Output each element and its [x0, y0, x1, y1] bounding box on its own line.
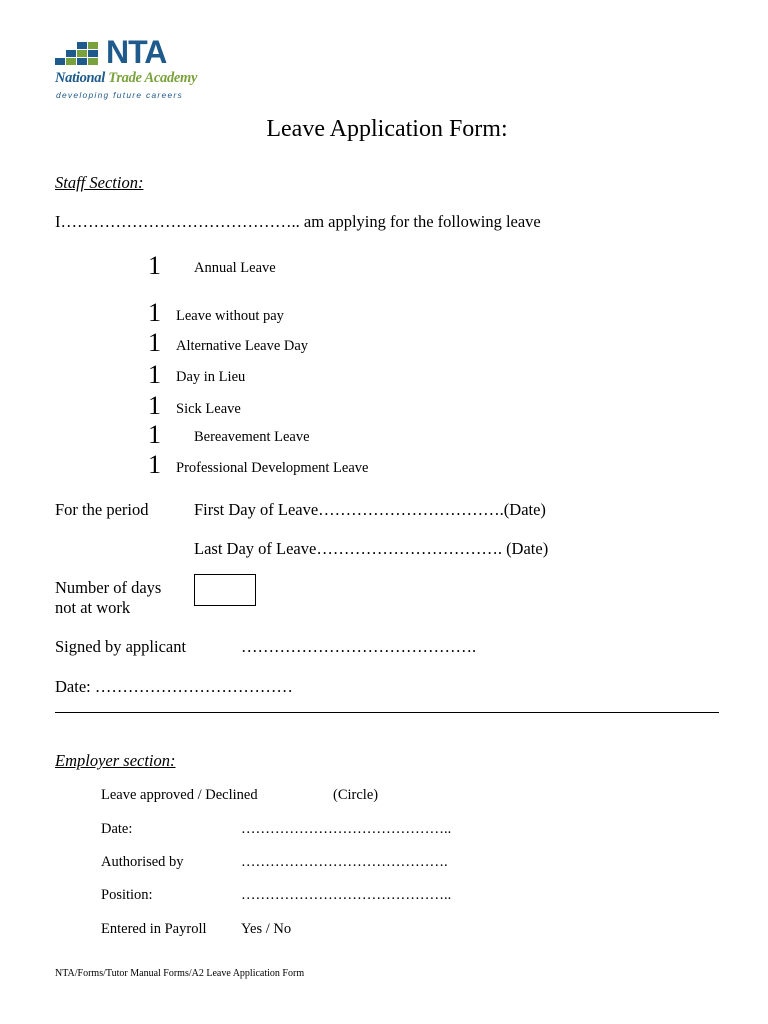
position-field[interactable]: ……………………………………..	[241, 887, 452, 903]
option-professional-development-leave: Professional Development Leave	[176, 460, 369, 476]
option-annual-leave: Annual Leave	[194, 260, 276, 276]
checkbox-day-in-lieu[interactable]: 1	[148, 360, 161, 389]
signature-field[interactable]: …………………………………….	[241, 637, 477, 656]
section-divider	[55, 712, 719, 713]
logo-tagline: developing future careers	[56, 90, 184, 100]
first-day-field[interactable]: First Day of Leave…………………………….(Date)	[194, 500, 546, 519]
last-day-field[interactable]: Last Day of Leave……………………………. (Date)	[194, 539, 549, 558]
staircase-logo-icon	[55, 40, 105, 66]
days-label-line2: not at work	[55, 598, 131, 617]
option-alternative-leave-day: Alternative Leave Day	[176, 338, 309, 354]
logo-name	[55, 70, 197, 87]
option-bereavement-leave: Bereavement Leave	[194, 429, 310, 445]
approved-declined-label[interactable]: Leave approved / Declined	[101, 787, 258, 803]
period-label: For the period	[55, 500, 149, 519]
checkbox-professional-development-leave[interactable]: 1	[148, 450, 161, 479]
entered-in-payroll-label: Entered in Payroll	[101, 921, 207, 937]
form-title: Leave Application Form:	[266, 116, 508, 142]
days-label-line1: Number of days	[55, 578, 162, 597]
employer-date-label: Date:	[101, 821, 133, 837]
employer-date-field[interactable]: ……………………………………..	[241, 821, 452, 837]
authorised-by-field[interactable]: …………………………………….	[241, 854, 448, 870]
days-not-at-work-input[interactable]	[194, 574, 256, 606]
checkbox-bereavement-leave[interactable]: 1	[148, 420, 161, 449]
applicant-date-field[interactable]: Date: ………………………………	[55, 677, 293, 696]
applicant-intro-line[interactable]: I…………………………………….. am applying for the following leave	[55, 212, 541, 231]
checkbox-leave-without-pay[interactable]: 1	[148, 298, 161, 327]
signed-label: Signed by applicant	[55, 637, 187, 656]
checkbox-annual-leave[interactable]: 1	[148, 251, 161, 280]
authorised-by-label: Authorised by	[101, 854, 184, 870]
nta-logo	[55, 34, 205, 102]
checkbox-sick-leave[interactable]: 1	[148, 391, 161, 420]
logo-acronym: NTA	[106, 34, 167, 70]
logo-name-part2: Trade Academy	[108, 70, 198, 86]
option-leave-without-pay: Leave without pay	[176, 308, 284, 324]
circle-note: (Circle)	[333, 787, 379, 803]
footer-path: NTA/Forms/Tutor Manual Forms/A2 Leave Application Form	[55, 968, 305, 979]
position-label: Position:	[101, 887, 153, 903]
option-sick-leave: Sick Leave	[176, 401, 241, 417]
checkbox-alternative-leave-day[interactable]: 1	[148, 328, 161, 357]
option-day-in-lieu: Day in Lieu	[176, 369, 246, 385]
logo-name-part1: National	[55, 70, 109, 86]
payroll-yes-no[interactable]: Yes / No	[241, 921, 292, 937]
employer-section-heading: Employer section:	[55, 751, 176, 770]
staff-section-heading: Staff Section:	[55, 173, 144, 192]
